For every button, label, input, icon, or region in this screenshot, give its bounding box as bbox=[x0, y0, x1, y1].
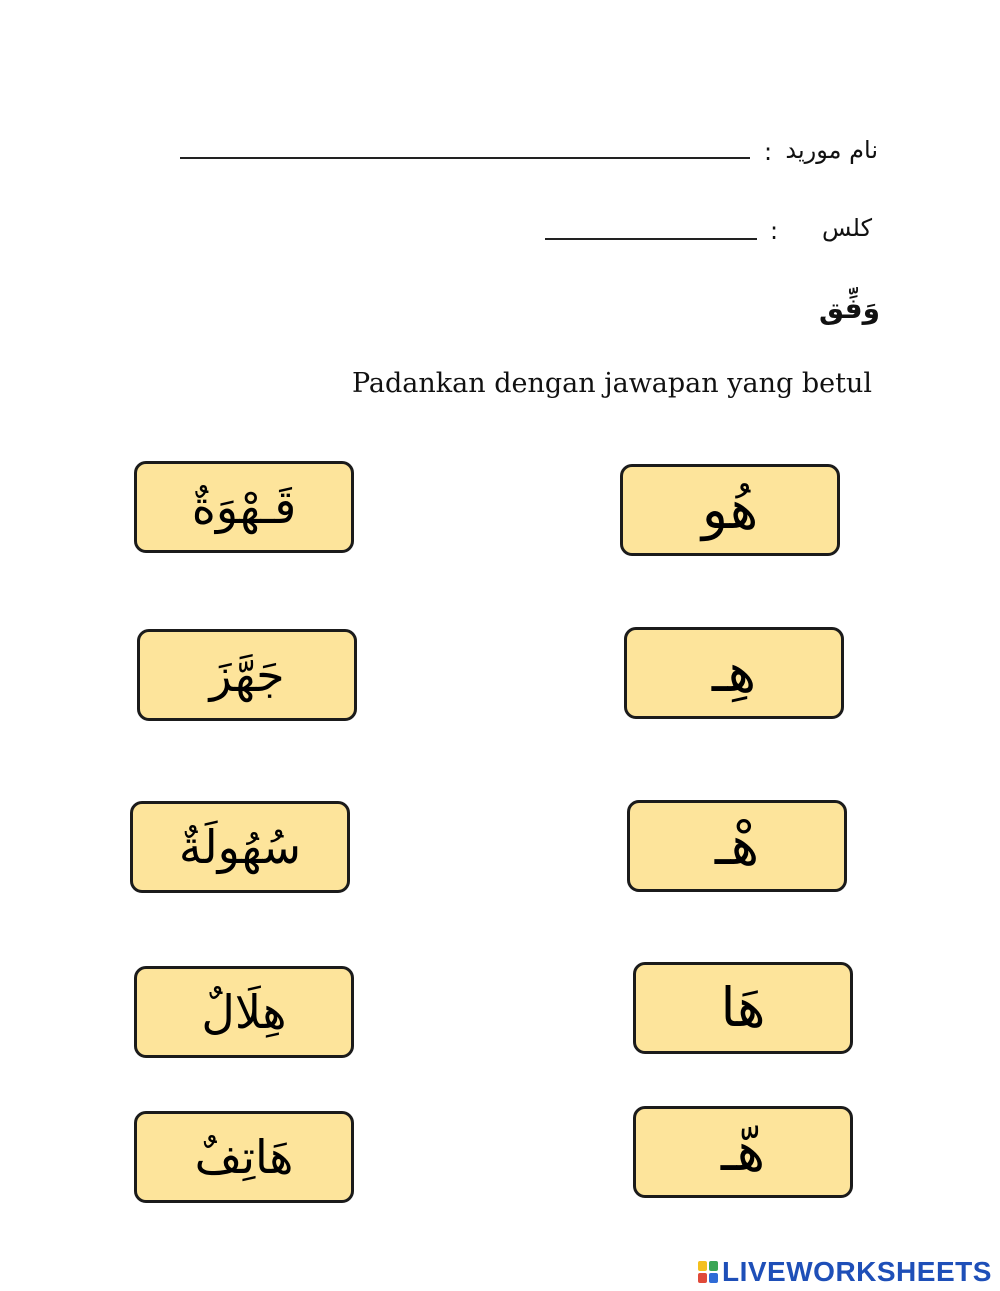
liveworksheets-brand-text: LIVEWORKSHEETS bbox=[722, 1256, 992, 1287]
logo-square bbox=[709, 1261, 718, 1271]
letter-card-text: هَا bbox=[720, 976, 766, 1039]
word-card-text: قَـهْوَةٌ bbox=[191, 480, 297, 534]
instruction-text: Padankan dengan jawapan yang betul bbox=[351, 368, 872, 399]
word-card-5[interactable] bbox=[134, 1111, 354, 1203]
word-card-4[interactable] bbox=[134, 966, 354, 1058]
logo-square bbox=[709, 1273, 718, 1283]
letter-card-2[interactable] bbox=[624, 627, 844, 719]
logo-square bbox=[698, 1273, 707, 1283]
liveworksheets-logo[interactable] bbox=[698, 1256, 992, 1288]
word-card-text: جَهَّزَ bbox=[209, 648, 285, 702]
word-card-2[interactable] bbox=[137, 629, 357, 721]
name-answer-line[interactable] bbox=[180, 157, 750, 159]
name-label: نام موريد bbox=[785, 136, 878, 164]
word-card-text: هِلَالٌ bbox=[201, 985, 287, 1039]
letter-card-5[interactable] bbox=[633, 1106, 853, 1198]
word-card-1[interactable] bbox=[134, 461, 354, 553]
word-card-3[interactable] bbox=[130, 801, 350, 893]
class-colon: : bbox=[770, 217, 779, 245]
letter-card-3[interactable] bbox=[627, 800, 847, 892]
name-colon: : bbox=[764, 138, 773, 166]
word-card-text: سُهُولَةٌ bbox=[178, 820, 302, 874]
letter-card-text: هُو bbox=[701, 478, 759, 541]
letter-card-text: هّـ bbox=[720, 1120, 766, 1183]
logo-square bbox=[698, 1261, 707, 1271]
word-card-text: هَاتِفٌ bbox=[194, 1130, 294, 1184]
letter-card-1[interactable] bbox=[620, 464, 840, 556]
liveworksheets-logo-icon bbox=[698, 1261, 718, 1283]
letter-card-4[interactable] bbox=[633, 962, 853, 1054]
letter-card-text: هْـ bbox=[714, 814, 760, 877]
class-label: کلس bbox=[822, 214, 872, 242]
worksheet-title: وَفِّق bbox=[819, 292, 880, 325]
letter-card-text: هِـ bbox=[711, 641, 757, 704]
class-answer-line[interactable] bbox=[545, 238, 757, 240]
